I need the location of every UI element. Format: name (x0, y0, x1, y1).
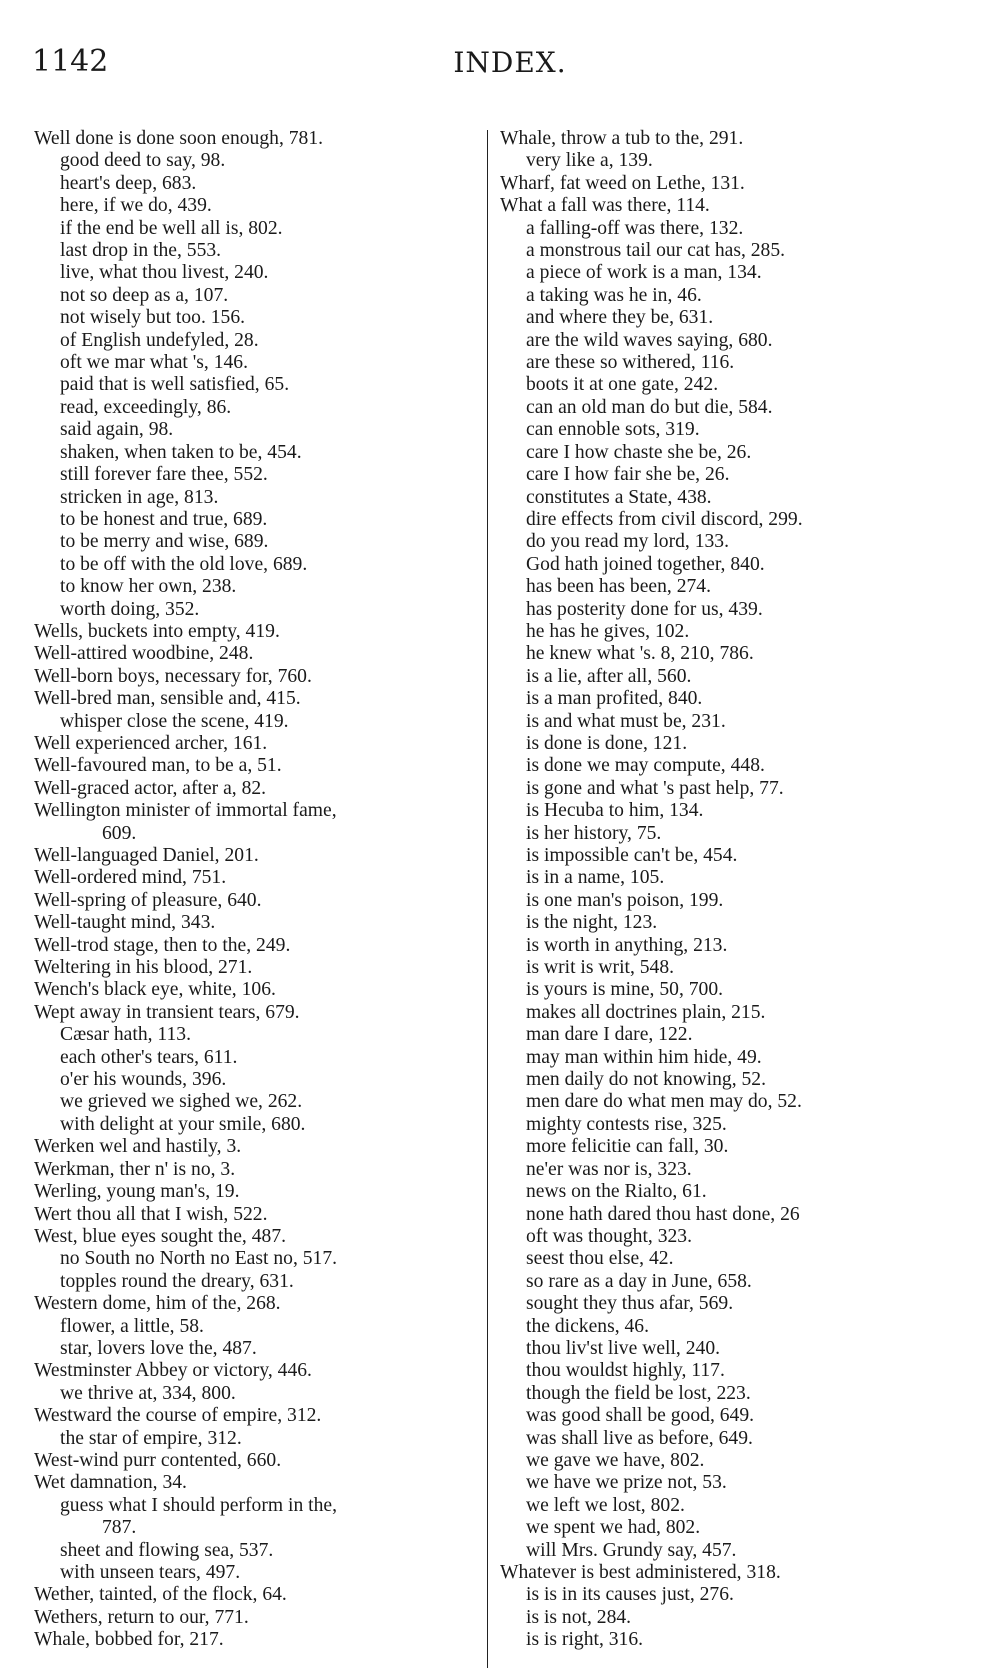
index-entry: Western dome, him of the, 268. (34, 1293, 281, 1315)
index-entry: Werkman, ther n' is no, 3. (34, 1158, 236, 1180)
index-entry: are the wild waves saying, 680. (526, 329, 773, 351)
index-entry: and where they be, 631. (526, 307, 714, 329)
index-entry: to be off with the old love, 689. (60, 553, 308, 575)
page-number: 1142 (32, 44, 109, 79)
index-entry: star, lovers love the, 487. (60, 1337, 257, 1359)
index-entry: Wellington minister of immortal fame, (34, 800, 337, 822)
index-entry: is the night, 123. (526, 912, 658, 934)
index-entry: Werling, young man's, 19. (34, 1181, 240, 1203)
index-entry: man dare I dare, 122. (526, 1024, 693, 1046)
index-entry: oft we mar what 's, 146. (60, 352, 248, 374)
index-entry: more felicitie can fall, 30. (526, 1136, 729, 1158)
index-entry: men daily do not knowing, 52. (526, 1069, 767, 1091)
index-entry: Well-favoured man, to be a, 51. (34, 755, 282, 777)
index-entry: 787. (102, 1517, 137, 1539)
index-entry: Well-graced actor, after a, 82. (34, 777, 267, 799)
index-entry: is is not, 284. (526, 1606, 632, 1628)
index-entry: o'er his wounds, 396. (60, 1069, 227, 1091)
index-entry: guess what I should perform in the, (60, 1494, 337, 1516)
index-entry: none hath dared thou hast done, 26 (526, 1203, 800, 1225)
index-entry: mighty contests rise, 325. (526, 1113, 727, 1135)
index-entry: we left we lost, 802. (526, 1494, 685, 1516)
index-entry: shaken, when taken to be, 454. (60, 441, 302, 463)
index-entry: Well-taught mind, 343. (34, 912, 216, 934)
index-entry: thou wouldst highly, 117. (526, 1360, 725, 1382)
index-entry: seest thou else, 42. (526, 1248, 674, 1270)
index-entry: is is right, 316. (526, 1629, 644, 1651)
index-entry: Wethers, return to our, 771. (34, 1606, 249, 1628)
index-entry: Wells, buckets into empty, 419. (34, 620, 280, 642)
index-entry: to be merry and wise, 689. (60, 531, 269, 553)
index-entry: Well-trod stage, then to the, 249. (34, 934, 291, 956)
index-entry: What a fall was there, 114. (500, 195, 710, 217)
index-entry: heart's deep, 683. (60, 172, 197, 194)
index-entry: Whale, throw a tub to the, 291. (500, 128, 744, 149)
index-entry: good deed to say, 98. (60, 150, 226, 172)
index-entry: is worth in anything, 213. (526, 934, 728, 956)
index-entry: said again, 98. (60, 419, 174, 441)
index-entry: makes all doctrines plain, 215. (526, 1001, 766, 1023)
index-entry: is one man's poison, 199. (526, 889, 724, 911)
index-entry: not so deep as a, 107. (60, 284, 229, 306)
index-entry: if the end be well all is, 802. (60, 217, 283, 239)
index-entry: Westminster Abbey or victory, 446. (34, 1360, 312, 1382)
index-entry: Wether, tainted, of the flock, 64. (34, 1584, 287, 1606)
index-entry: live, what thou livest, 240. (60, 262, 269, 284)
index-entry: was good shall be good, 649. (526, 1405, 755, 1427)
index-entry: is a man profited, 840. (526, 688, 703, 710)
index-entry: with delight at your smile, 680. (60, 1113, 306, 1135)
index-entry: Well-ordered mind, 751. (34, 867, 227, 889)
index-entry: God hath joined together, 840. (526, 553, 765, 575)
index-entry: Westward the course of empire, 312. (34, 1405, 322, 1427)
index-entry: is done is done, 121. (526, 732, 688, 754)
index-entry: Cæsar hath, 113. (60, 1024, 191, 1046)
index-entry: is and what must be, 231. (526, 710, 726, 732)
index-entry: whisper close the scene, 419. (60, 710, 289, 732)
index-entry: do you read my lord, 133. (526, 531, 729, 553)
index-entry: has posterity done for us, 439. (526, 598, 763, 620)
index-entry: Wharf, fat weed on Lethe, 131. (500, 172, 745, 194)
index-entry: paid that is well satisfied, 65. (60, 374, 290, 396)
index-entry: may man within him hide, 49. (526, 1046, 762, 1068)
index-entry: is her history, 75. (526, 822, 662, 844)
index-entry: he has he gives, 102. (526, 620, 690, 642)
index-entry: thou liv'st live well, 240. (526, 1337, 721, 1359)
page-title: INDEX. (453, 46, 567, 79)
index-entry: was shall live as before, 649. (526, 1427, 753, 1449)
index-entry: Weltering in his blood, 271. (34, 957, 253, 979)
index-entry: we thrive at, 334, 800. (60, 1382, 236, 1404)
index-entry: not wisely but too. 156. (60, 307, 246, 329)
index-entry: sheet and flowing sea, 537. (60, 1539, 274, 1561)
index-entry: has been has been, 274. (526, 576, 711, 598)
index-entry: very like a, 139. (526, 150, 653, 172)
index-entry: will Mrs. Grundy say, 457. (526, 1539, 737, 1561)
index-entry: boots it at one gate, 242. (526, 374, 719, 396)
index-entry: Well done is done soon enough, 781. (34, 128, 324, 149)
index-entry: constitutes a State, 438. (526, 486, 712, 508)
index-entry: care I how fair she be, 26. (526, 464, 730, 486)
index-entry: can an old man do but die, 584. (526, 396, 773, 418)
index-entry: is done we may compute, 448. (526, 755, 765, 777)
column-divider (487, 130, 488, 1668)
index-entry: news on the Rialto, 61. (526, 1181, 707, 1203)
index-entry: flower, a little, 58. (60, 1315, 204, 1337)
index-entry: Well-bred man, sensible and, 415. (34, 688, 301, 710)
index-entry: to know her own, 238. (60, 576, 237, 598)
index-entry: ne'er was nor is, 323. (526, 1158, 692, 1180)
index-entry: the dickens, 46. (526, 1315, 649, 1337)
index-entry: sought they thus afar, 569. (526, 1293, 734, 1315)
index-entry: is Hecuba to him, 134. (526, 800, 704, 822)
index-entry: 609. (102, 822, 137, 844)
index-column-right (500, 128, 940, 1652)
index-entry: we have we prize not, 53. (526, 1472, 727, 1494)
index-entry: Wet damnation, 34. (34, 1472, 187, 1494)
index-entry: he knew what 's. 8, 210, 786. (526, 643, 754, 665)
index-entry: men dare do what men may do, 52. (526, 1091, 802, 1113)
index-entry: last drop in the, 553. (60, 240, 222, 262)
index-entry: Well-languaged Daniel, 201. (34, 845, 259, 866)
index-entry: Well experienced archer, 161. (34, 732, 268, 754)
index-entry: is gone and what 's past help, 77. (526, 777, 784, 799)
index-entry: so rare as a day in June, 658. (526, 1270, 752, 1292)
index-entry: topples round the dreary, 631. (60, 1270, 294, 1292)
index-entry: can ennoble sots, 319. (526, 419, 700, 441)
index-entry: still forever fare thee, 552. (60, 464, 268, 486)
index-entry: care I how chaste she be, 26. (526, 441, 752, 463)
index-entry: a piece of work is a man, 134. (526, 262, 762, 284)
index-entry: are these so withered, 116. (526, 352, 735, 374)
index-entry: Well-spring of pleasure, 640. (34, 889, 262, 911)
index-entry: Well-born boys, necessary for, 760. (34, 665, 312, 687)
index-entry: is is in its causes just, 276. (526, 1584, 734, 1606)
index-entry: with unseen tears, 497. (60, 1562, 241, 1583)
index-entry: a monstrous tail our cat has, 285. (526, 240, 786, 262)
index-entry: is a lie, after all, 560. (526, 665, 692, 687)
index-entry: West, blue eyes sought the, 487. (34, 1225, 287, 1247)
index-entry: Whale, bobbed for, 217. (34, 1629, 224, 1651)
index-entry: the star of empire, 312. (60, 1427, 242, 1449)
index-entry: of English undefyled, 28. (60, 329, 259, 351)
index-entry: read, exceedingly, 86. (60, 396, 232, 418)
index-entry: Werken wel and hastily, 3. (34, 1136, 242, 1158)
index-entry: to be honest and true, 689. (60, 508, 268, 530)
index-entry: we spent we had, 802. (526, 1517, 701, 1539)
index-entry: is in a name, 105. (526, 867, 665, 889)
index-entry: a taking was he in, 46. (526, 284, 702, 306)
index-entry: we grieved we sighed we, 262. (60, 1091, 303, 1113)
index-entry: Whatever is best administered, 318. (500, 1562, 781, 1583)
index-entry: is yours is mine, 50, 700. (526, 979, 724, 1001)
index-entry: no South no North no East no, 517. (60, 1248, 338, 1270)
index-column-left (34, 128, 474, 1652)
index-entry: Wench's black eye, white, 106. (34, 979, 276, 1001)
index-entry: Wert thou all that I wish, 522. (34, 1203, 268, 1225)
index-entry: a falling-off was there, 132. (526, 217, 744, 239)
index-entry: worth doing, 352. (60, 598, 200, 620)
index-entry: stricken in age, 813. (60, 486, 219, 508)
index-entry: here, if we do, 439. (60, 195, 212, 217)
index-entry: is impossible can't be, 454. (526, 845, 738, 866)
index-entry: Wept away in transient tears, 679. (34, 1001, 300, 1023)
index-entry: is writ is writ, 548. (526, 957, 675, 979)
index-entry: though the field be lost, 223. (526, 1382, 751, 1404)
index-entry: each other's tears, 611. (60, 1046, 238, 1068)
index-entry: we gave we have, 802. (526, 1449, 705, 1471)
index-entry: oft was thought, 323. (526, 1225, 692, 1247)
index-entry: dire effects from civil discord, 299. (526, 508, 803, 530)
index-entry: Well-attired woodbine, 248. (34, 643, 254, 665)
index-entry: West-wind purr contented, 660. (34, 1449, 282, 1471)
